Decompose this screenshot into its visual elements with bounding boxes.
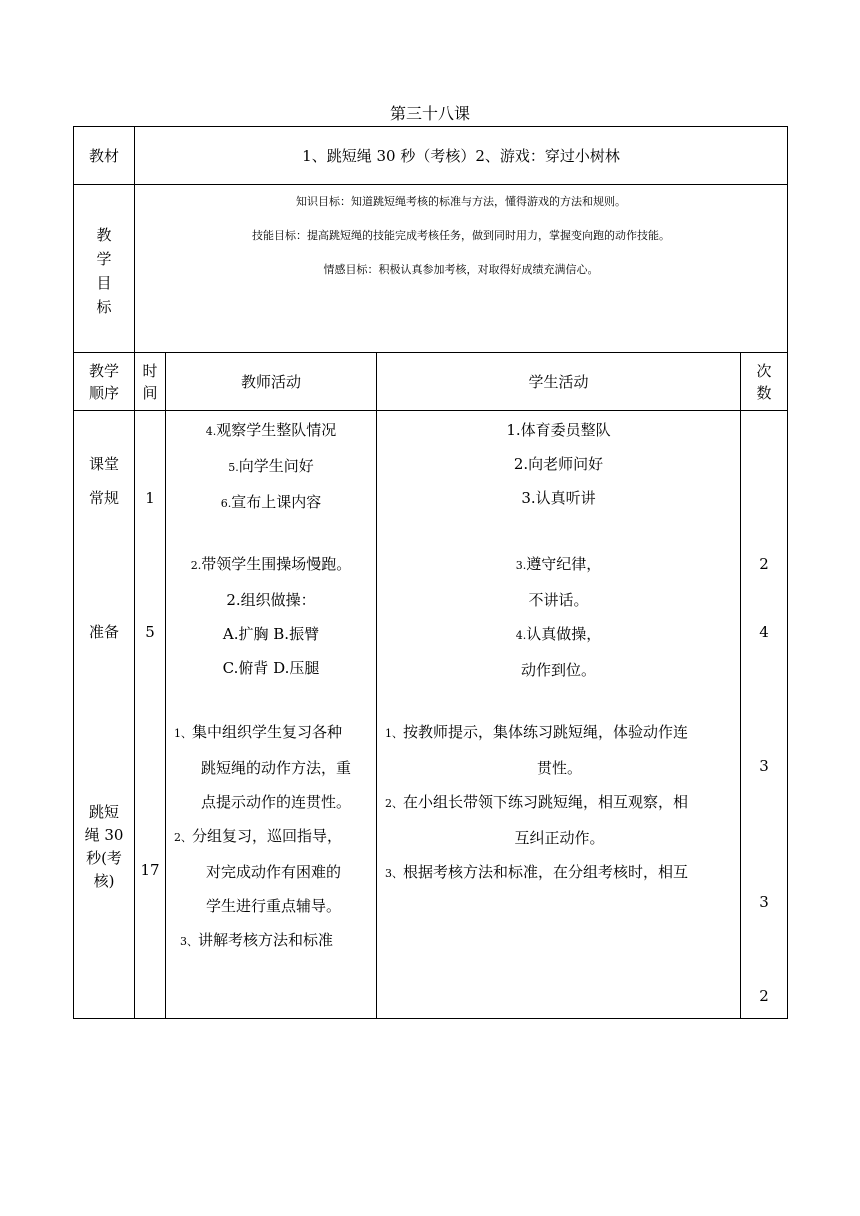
list-item: 6.宣布上课内容 — [220, 493, 322, 511]
list-item: 3.遵守纪律， — [515, 555, 602, 573]
rope-count-2: 3 — [759, 893, 769, 911]
rope-name: 跳短 绳 30 秒(考 核) — [84, 803, 124, 890]
teacher-activities — [166, 411, 377, 1019]
skill-objective: 技能目标：提高跳短绳的技能完成考核任务，做到同时用力，掌握变向跑的动作技能。 — [252, 229, 671, 242]
list-item: 3、讲解考核方法和标准 — [180, 931, 334, 949]
routine-name: 课堂 常规 — [88, 455, 119, 507]
header-time: 时 间 — [135, 353, 166, 411]
header-count: 次 数 — [741, 353, 788, 411]
list-item: 2、分组复习，巡回指导， — [174, 827, 343, 845]
section-times — [135, 411, 166, 1019]
list-item: 动作到位。 — [520, 661, 596, 679]
prep-count-1: 2 — [759, 555, 769, 573]
list-item: 5.向学生问好 — [228, 457, 314, 475]
routine-teacher — [166, 413, 376, 521]
material-label: 教材 — [74, 127, 135, 185]
list-item: 2.组织做操： — [226, 591, 316, 609]
list-item: 3、根据考核方法和标准，在分组考核时，相互 — [385, 863, 689, 881]
objectives-label: 教 学 目 标 — [74, 185, 135, 353]
list-item: 1、按教师提示，集体练习跳短绳，体验动作连 — [385, 723, 689, 741]
routine-student — [377, 413, 740, 515]
section-counts — [741, 411, 788, 1019]
material-row — [74, 127, 788, 185]
material-value: 1、跳短绳 30 秒（考核）2、游戏：穿过小树林 — [135, 127, 788, 185]
list-item: 互纠正动作。 — [514, 829, 605, 847]
list-item: 4.观察学生整队情况 — [205, 421, 337, 439]
list-item: 不讲话。 — [528, 591, 589, 609]
prep-count-2: 4 — [759, 623, 769, 641]
list-item: 1、集中组织学生复习各种 — [174, 723, 343, 741]
prep-student — [377, 547, 740, 687]
student-activities — [377, 411, 741, 1019]
prep-teacher — [166, 547, 376, 685]
list-item: 点提示动作的连贯性。 — [201, 793, 352, 811]
list-item: 2.带领学生围操场慢跑。 — [190, 555, 352, 573]
prep-time: 5 — [145, 623, 155, 641]
list-item: 学生进行重点辅导。 — [206, 897, 342, 915]
list-item: 跳短绳的动作方法，重 — [201, 759, 352, 777]
list-item: 2.向老师问好 — [513, 455, 604, 473]
list-item: 4.认真做操， — [515, 625, 602, 643]
list-item: 3.认真听讲 — [521, 489, 596, 507]
section-names — [74, 411, 135, 1019]
knowledge-objective: 知识目标：知道跳短绳考核的标准与方法，懂得游戏的方法和规则。 — [296, 195, 627, 208]
rope-teacher — [174, 715, 376, 959]
page-title: 第三十八课 — [389, 104, 470, 123]
list-item: A.扩胸 B.振臂 — [222, 625, 320, 643]
header-row — [74, 353, 788, 411]
rope-count-1: 3 — [759, 757, 769, 775]
objectives-row — [74, 185, 788, 353]
prep-name: 准备 — [88, 623, 119, 641]
header-order: 教学 顺序 — [74, 353, 135, 411]
emotion-objective: 情感目标：积极认真参加考核，对取得好成绩充满信心。 — [323, 263, 599, 276]
body-row — [74, 411, 788, 1019]
rope-count-3: 2 — [759, 987, 769, 1005]
routine-time: 1 — [145, 489, 155, 507]
rope-time: 17 — [140, 861, 160, 879]
header-teacher: 教师活动 — [166, 353, 377, 411]
list-item: 对完成动作有困难的 — [206, 863, 342, 881]
list-item: 贯性。 — [536, 759, 582, 777]
list-item: 1.体育委员整队 — [506, 421, 611, 439]
objectives-content — [135, 185, 788, 353]
header-student: 学生活动 — [377, 353, 741, 411]
rope-student — [385, 715, 734, 891]
lesson-plan-table — [73, 126, 788, 1019]
list-item: C.俯背 D.压腿 — [222, 659, 320, 677]
list-item: 2、在小组长带领下练习跳短绳，相互观察，相 — [385, 793, 689, 811]
